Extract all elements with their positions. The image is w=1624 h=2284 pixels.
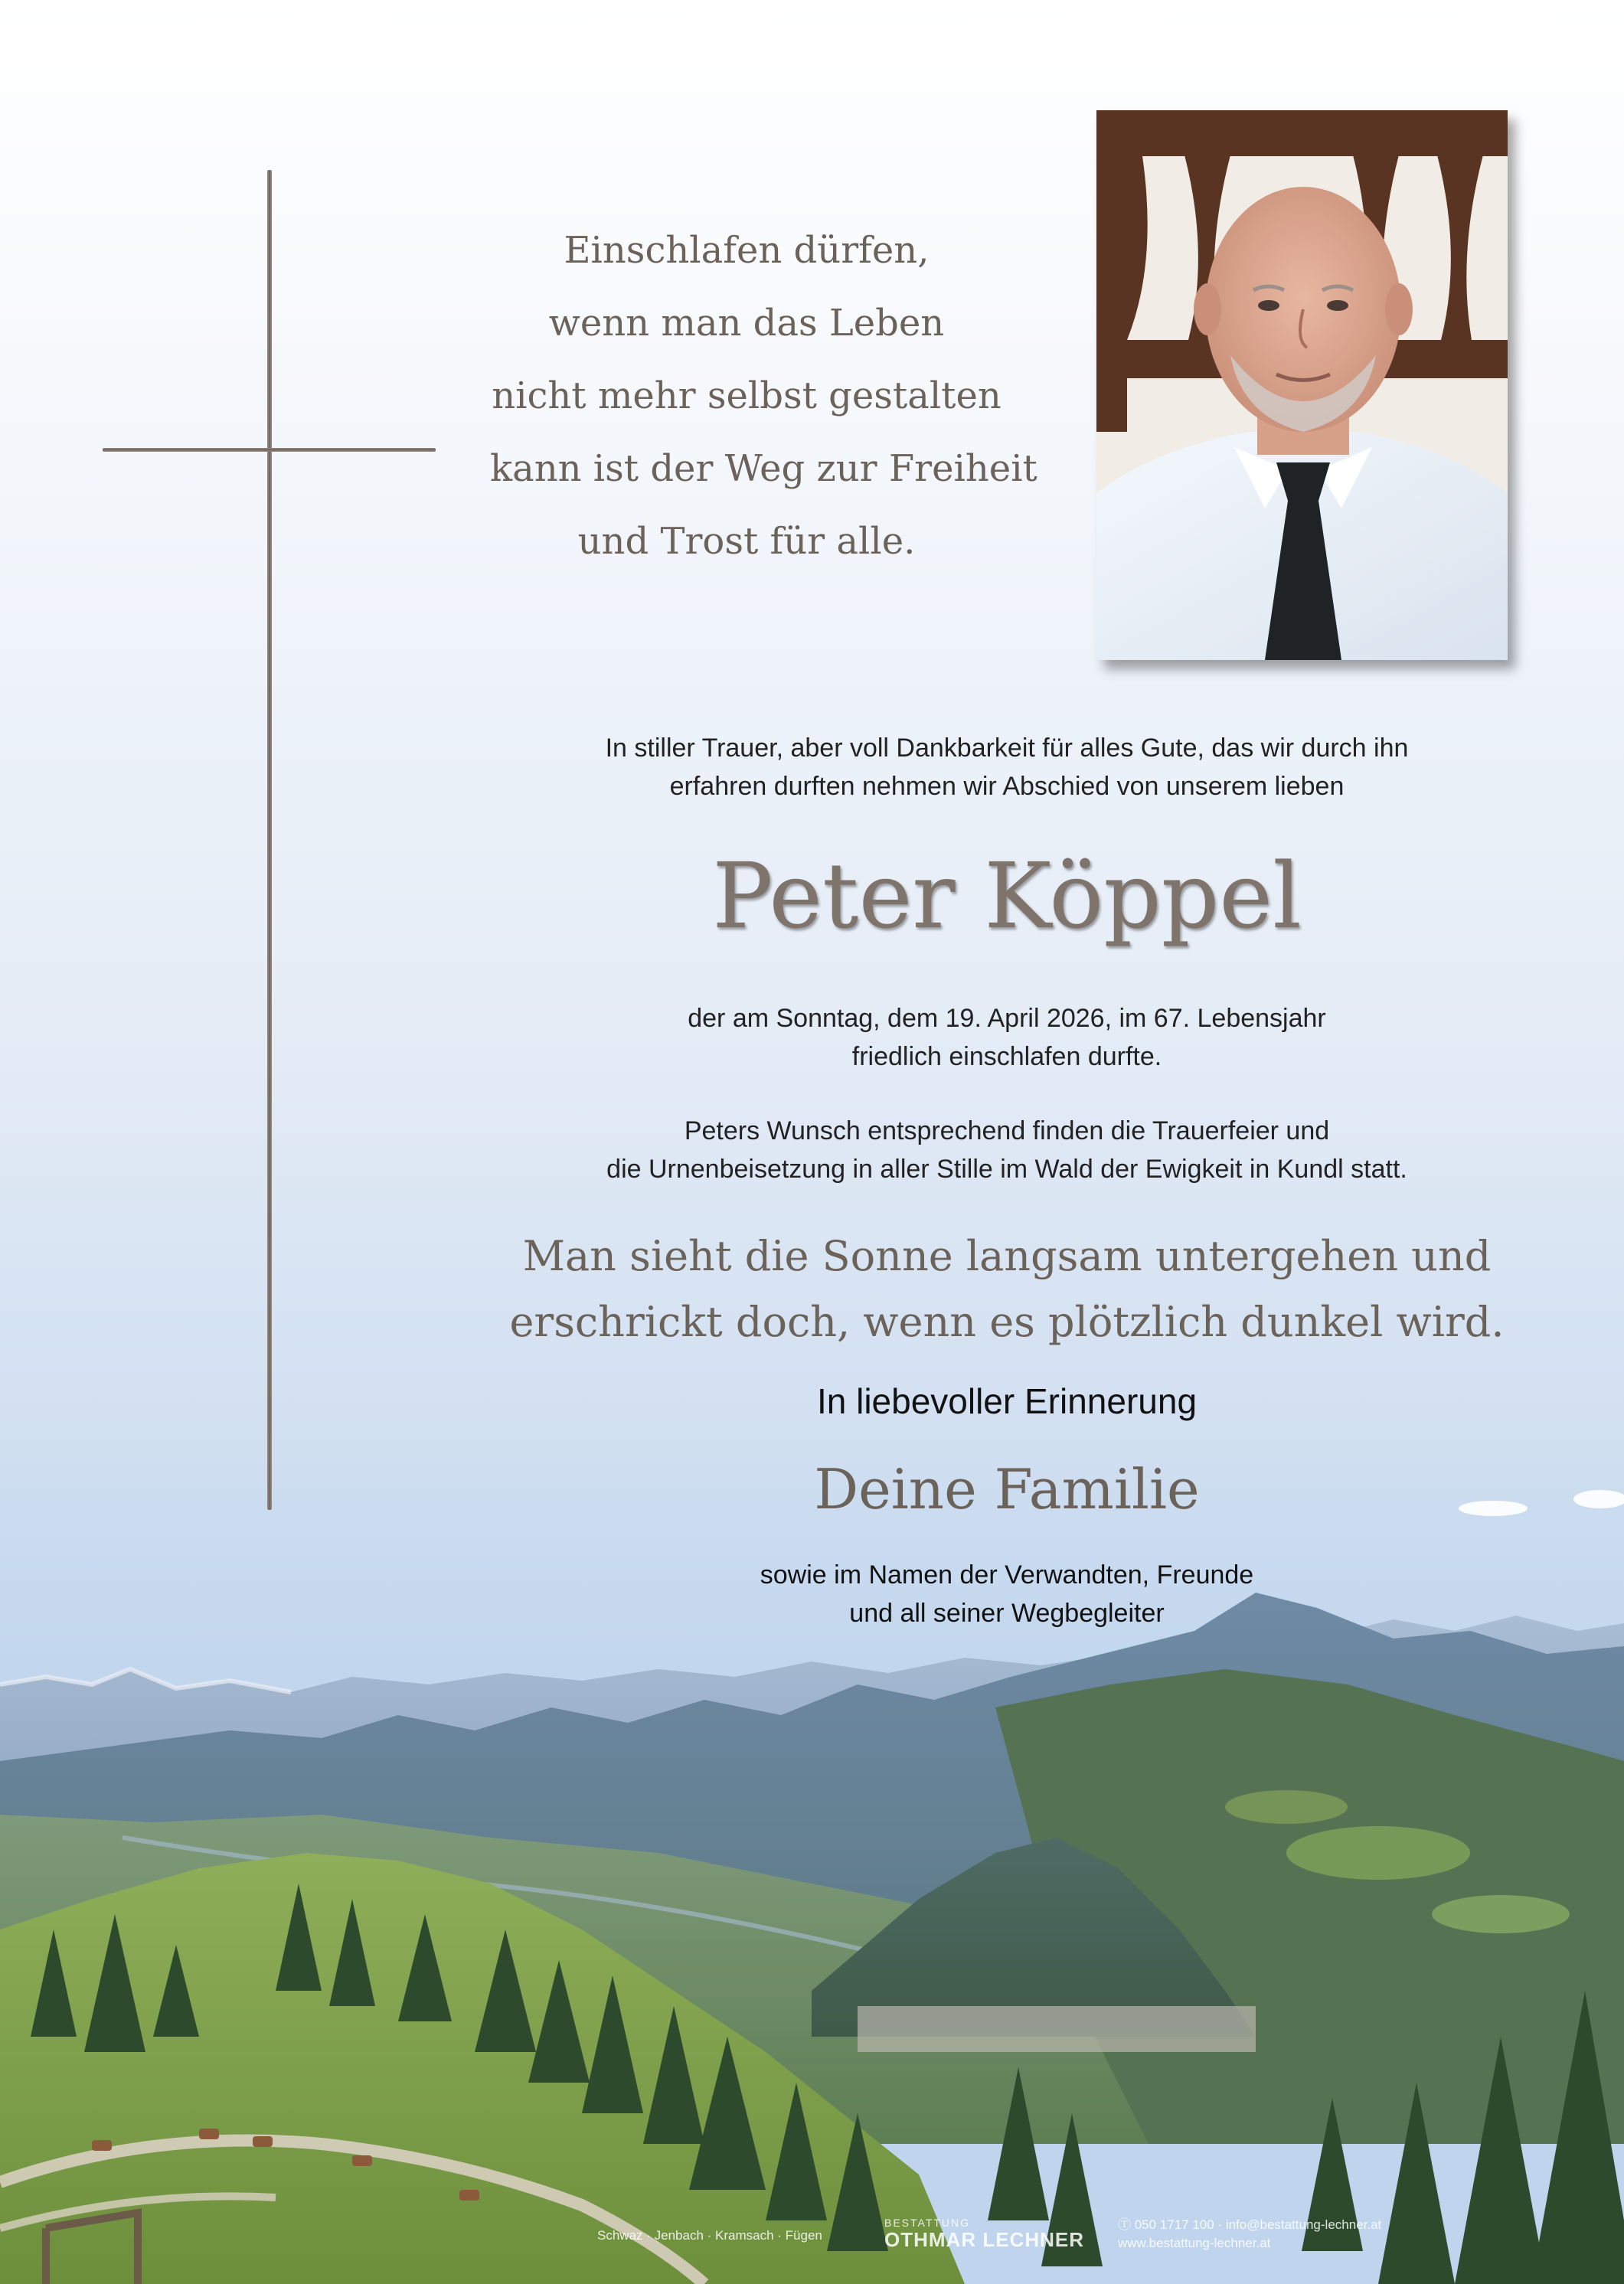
footer-locations: Schwaz · Jenbach · Kramsach · Fügen xyxy=(597,2228,822,2243)
verse-line: und Trost für alle. xyxy=(577,520,916,563)
intro-line: In stiller Trauer, aber voll Dankbarkeit für alles Gute, das wir durch ihn xyxy=(605,734,1409,763)
funeral-line: die Urnenbeisetzung in aller Stille im Wald der Ewigkeit in Kundl statt. xyxy=(606,1155,1407,1184)
deceased-name: Peter Köppel xyxy=(712,843,1302,949)
intro-line: erfahren durften nehmen wir Abschied von unserem lieben xyxy=(669,772,1345,801)
death-notice xyxy=(490,999,1524,1076)
funeral-home-logo xyxy=(884,2214,1084,2251)
relatives-line: sowie im Namen der Verwandten, Freunde xyxy=(760,1560,1254,1590)
verse-line: Einschlafen dürfen, xyxy=(564,229,930,272)
portrait-image xyxy=(1096,110,1508,660)
quote-line: Man sieht die Sonne langsam untergehen und xyxy=(522,1232,1492,1280)
death-notice-line: friedlich einschlafen durfte. xyxy=(851,1042,1162,1071)
funeral-line: Peters Wunsch entsprechend finden die Trauerfeier und xyxy=(684,1116,1330,1145)
quote-line: erschrickt doch, wenn es plötzlich dunkel wird. xyxy=(509,1298,1505,1346)
opening-verse xyxy=(490,214,1037,578)
family-signature: Deine Familie xyxy=(814,1457,1200,1521)
portrait-photo xyxy=(1096,110,1508,660)
relatives-line: und all seiner Wegbegleiter xyxy=(849,1599,1165,1628)
cross-bar xyxy=(103,448,436,452)
contact-line[interactable]: Ⓣ 050 1717 100 · info@bestattung-lechner.at xyxy=(1118,2217,1382,2232)
verse-line: kann ist der Weg zur Freiheit xyxy=(490,447,1037,490)
closing-quote xyxy=(490,1224,1524,1355)
cross-icon xyxy=(267,170,272,1510)
funeral-home-footer xyxy=(597,2211,1439,2257)
verse-line: nicht mehr selbst gestalten xyxy=(492,374,1002,417)
contact-website[interactable]: www.bestattung-lechner.at xyxy=(1118,2236,1271,2250)
funeral-info xyxy=(490,1112,1524,1188)
death-notice-line: der am Sonntag, dem 19. April 2026, im 67. Lebensjahr xyxy=(688,1004,1326,1033)
verse-line: wenn man das Leben xyxy=(548,302,945,345)
memory-line: In liebevoller Erinnerung xyxy=(816,1381,1198,1421)
relatives-text xyxy=(490,1556,1524,1632)
brand-name: OTHMAR LECHNER xyxy=(884,2228,1084,2251)
intro-text xyxy=(490,729,1524,805)
footer-contact xyxy=(1118,2216,1381,2253)
brand-top: BESTATTUNG xyxy=(884,2217,971,2229)
